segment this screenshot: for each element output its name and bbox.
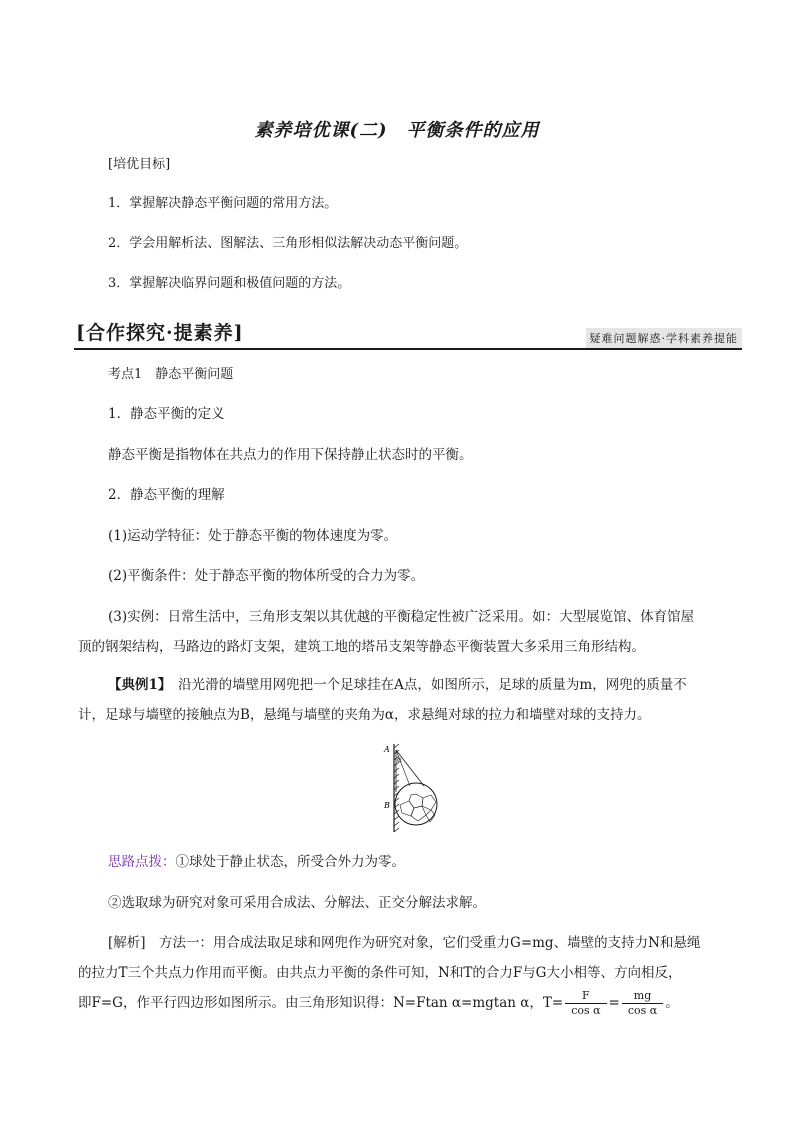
goals-heading: [培优目标] xyxy=(108,157,171,172)
definition-text: 静态平衡是指物体在共点力的作用下保持静止状态时的平衡。 xyxy=(108,447,473,463)
figure-label-b: B xyxy=(384,801,390,810)
section-title: [合作探究·提素养] xyxy=(76,322,244,344)
solution-paragraph xyxy=(78,928,718,1018)
goal-item-2: 2．学会用解析法、图解法、三角形相似法解决动态平衡问题。 xyxy=(108,236,468,251)
example-line-1: 沿光滑的墙壁用网兜把一个足球挂在A点，如图所示，足球的质量为m，网兜的质量不 xyxy=(164,677,687,693)
goal-item-3: 3．掌握解决临界问题和极值问题的方法。 xyxy=(108,276,351,291)
figure-label-a: A xyxy=(384,745,390,754)
understanding-item-2: (2)平衡条件：处于静态平衡的物体所受的合力为零。 xyxy=(108,568,425,584)
point-heading: 考点1 静态平衡问题 xyxy=(108,367,234,382)
section-header xyxy=(74,318,742,350)
fraction-f-over-cos: $\frac{F}{\text{cos α}}$ xyxy=(565,989,606,1018)
hint-line-2: ②选取球为研究对象可采用合成法、分解法、正交分解法求解。 xyxy=(108,895,486,911)
understanding-item-3 xyxy=(78,602,718,662)
football-wall-figure xyxy=(376,742,448,834)
example-label: 【典例1】 xyxy=(108,677,165,693)
definition-heading: 1．静态平衡的定义 xyxy=(108,406,225,422)
hint-label: 思路点拨： xyxy=(108,854,176,870)
example-line-2: 计，足球与墙壁的接触点为B，悬绳与墙壁的夹角为α，求悬绳对球的拉力和墙壁对球的支持力。 xyxy=(78,707,651,723)
goal-item-1: 1．掌握解决静态平衡问题的常用方法。 xyxy=(108,196,338,211)
hint-line-1: 思路点拨：①球处于静止状态，所受合外力为零。 xyxy=(108,854,405,870)
page-title: 素养培优课(二) 平衡条件的应用 xyxy=(254,120,540,141)
solution-line-1: [解析] 方法一：用合成法取足球和网兜作为研究对象，它们受重力G=mg、墙壁的支持力N和悬绳 xyxy=(108,935,701,951)
understanding-item-3-line-1: (3)实例：日常生活中，三角形支架以其优越的平衡稳定性被广泛采用。如：大型展览馆、体育馆屋 xyxy=(108,609,695,625)
fraction-mg-over-cos: $\frac{mg}{\text{cos α}}$ xyxy=(622,989,663,1018)
example-paragraph xyxy=(78,670,718,730)
understanding-item-1: (1)运动学特征：处于静态平衡的物体速度为零。 xyxy=(108,528,398,544)
section-tag: 疑难问题解惑·学科素养提能 xyxy=(586,328,743,348)
understanding-item-3-line-2: 顶的钢架结构，马路边的路灯支架，建筑工地的塔吊支架等静态平衡装置大多采用三角形结构。 xyxy=(78,639,645,655)
solution-line-2: 的拉力T三个共点力作用而平衡。由共点力平衡的条件可知，N和T的合力F与G大小相等、方向相反， xyxy=(78,965,682,981)
figure-label-alpha: α xyxy=(397,756,402,764)
understanding-heading: 2．静态平衡的理解 xyxy=(108,487,225,503)
solution-line-3: 即F=G，作平行四边形如图所示。由三角形知识得：N=Ftan α=mgtan α，T= $\frac{F}{\text{cos α}}$ = $\frac{mg}{\text{cos α}}$ 。 xyxy=(78,989,679,1017)
